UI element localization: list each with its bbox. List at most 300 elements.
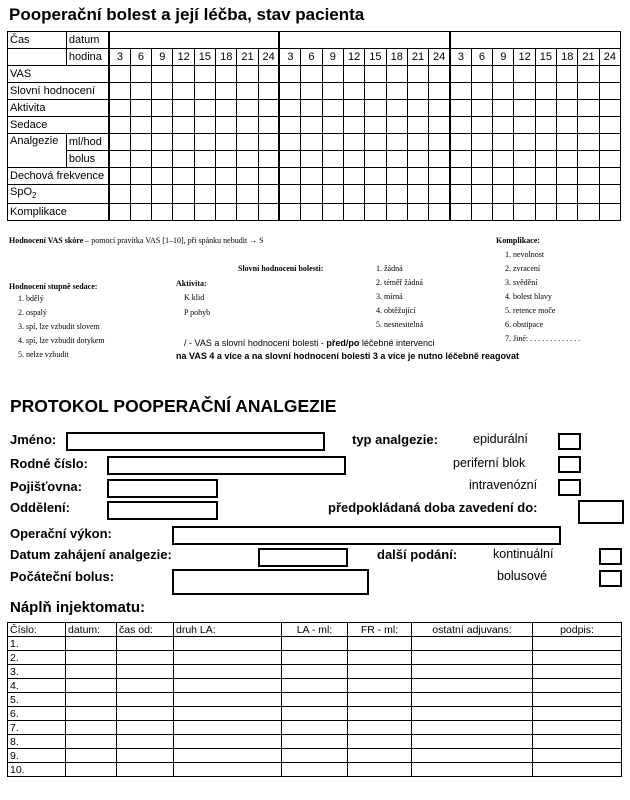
- grid-cell[interactable]: [279, 83, 300, 100]
- grid-cell[interactable]: [578, 117, 599, 134]
- grid-cell[interactable]: [578, 151, 599, 168]
- grid-cell[interactable]: [493, 66, 514, 83]
- grid-cell[interactable]: [279, 204, 300, 221]
- grid-cell[interactable]: [152, 134, 173, 151]
- grid-cell[interactable]: [365, 100, 386, 117]
- grid-cell[interactable]: [429, 83, 450, 100]
- grid-cell[interactable]: [557, 83, 578, 100]
- injector-cell[interactable]: [174, 735, 282, 749]
- injector-cell[interactable]: [66, 749, 117, 763]
- grid-cell[interactable]: [599, 168, 620, 185]
- date-cell[interactable]: [450, 32, 621, 49]
- grid-cell[interactable]: [130, 117, 151, 134]
- injector-cell[interactable]: [117, 651, 174, 665]
- grid-cell[interactable]: [535, 66, 556, 83]
- grid-cell[interactable]: [237, 117, 258, 134]
- injector-cell[interactable]: [117, 665, 174, 679]
- injector-cell[interactable]: [348, 763, 412, 777]
- grid-cell[interactable]: [109, 151, 130, 168]
- grid-cell[interactable]: [216, 185, 237, 204]
- injector-cell[interactable]: [66, 665, 117, 679]
- grid-cell[interactable]: [450, 204, 471, 221]
- department-field[interactable]: [107, 501, 218, 520]
- grid-cell[interactable]: [194, 185, 215, 204]
- grid-cell[interactable]: [429, 151, 450, 168]
- grid-cell[interactable]: [493, 134, 514, 151]
- injector-cell[interactable]: [282, 749, 348, 763]
- grid-cell[interactable]: [493, 185, 514, 204]
- grid-cell[interactable]: [194, 66, 215, 83]
- injector-cell[interactable]: [117, 707, 174, 721]
- grid-cell[interactable]: [493, 204, 514, 221]
- grid-cell[interactable]: [407, 151, 428, 168]
- grid-cell[interactable]: [279, 185, 300, 204]
- grid-cell[interactable]: [365, 134, 386, 151]
- injector-cell[interactable]: [533, 763, 622, 777]
- injector-cell[interactable]: [117, 735, 174, 749]
- grid-cell[interactable]: [173, 100, 194, 117]
- grid-cell[interactable]: [450, 151, 471, 168]
- injector-cell[interactable]: [282, 651, 348, 665]
- grid-cell[interactable]: [301, 185, 322, 204]
- grid-cell[interactable]: [429, 100, 450, 117]
- injector-cell[interactable]: [66, 637, 117, 651]
- grid-cell[interactable]: [109, 83, 130, 100]
- injector-cell[interactable]: [117, 693, 174, 707]
- injector-cell[interactable]: [66, 693, 117, 707]
- grid-cell[interactable]: [557, 168, 578, 185]
- injector-cell[interactable]: [174, 763, 282, 777]
- injector-cell[interactable]: [117, 679, 174, 693]
- grid-cell[interactable]: [493, 83, 514, 100]
- grid-cell[interactable]: [365, 204, 386, 221]
- grid-cell[interactable]: [279, 168, 300, 185]
- grid-cell[interactable]: [471, 100, 492, 117]
- grid-cell[interactable]: [407, 66, 428, 83]
- grid-cell[interactable]: [130, 83, 151, 100]
- grid-cell[interactable]: [109, 134, 130, 151]
- grid-cell[interactable]: [343, 100, 364, 117]
- injector-cell[interactable]: [533, 707, 622, 721]
- injector-cell[interactable]: [174, 721, 282, 735]
- injector-cell[interactable]: [412, 763, 533, 777]
- grid-cell[interactable]: [109, 100, 130, 117]
- injector-cell[interactable]: [117, 637, 174, 651]
- injector-cell[interactable]: [174, 679, 282, 693]
- injector-cell[interactable]: [66, 707, 117, 721]
- grid-cell[interactable]: [194, 134, 215, 151]
- injector-cell[interactable]: [533, 735, 622, 749]
- injector-cell[interactable]: [282, 735, 348, 749]
- grid-cell[interactable]: [258, 100, 279, 117]
- grid-cell[interactable]: [407, 117, 428, 134]
- intravenous-checkbox[interactable]: [558, 479, 581, 496]
- grid-cell[interactable]: [216, 100, 237, 117]
- grid-cell[interactable]: [535, 134, 556, 151]
- grid-cell[interactable]: [407, 134, 428, 151]
- grid-cell[interactable]: [493, 151, 514, 168]
- injector-cell[interactable]: [348, 651, 412, 665]
- grid-cell[interactable]: [365, 66, 386, 83]
- grid-cell[interactable]: [578, 83, 599, 100]
- grid-cell[interactable]: [386, 100, 407, 117]
- grid-cell[interactable]: [493, 168, 514, 185]
- grid-cell[interactable]: [322, 66, 343, 83]
- injector-cell[interactable]: [412, 665, 533, 679]
- grid-cell[interactable]: [194, 83, 215, 100]
- grid-cell[interactable]: [343, 151, 364, 168]
- grid-cell[interactable]: [322, 117, 343, 134]
- injector-cell[interactable]: [174, 651, 282, 665]
- initial-bolus-field[interactable]: [172, 569, 369, 595]
- grid-cell[interactable]: [557, 151, 578, 168]
- grid-cell[interactable]: [535, 83, 556, 100]
- grid-cell[interactable]: [216, 151, 237, 168]
- insurance-field[interactable]: [107, 479, 218, 498]
- grid-cell[interactable]: [152, 168, 173, 185]
- grid-cell[interactable]: [301, 204, 322, 221]
- grid-cell[interactable]: [514, 83, 535, 100]
- injector-cell[interactable]: [348, 679, 412, 693]
- grid-cell[interactable]: [216, 168, 237, 185]
- epidural-checkbox[interactable]: [558, 433, 581, 450]
- grid-cell[interactable]: [535, 204, 556, 221]
- grid-cell[interactable]: [130, 100, 151, 117]
- grid-cell[interactable]: [514, 168, 535, 185]
- grid-cell[interactable]: [237, 83, 258, 100]
- injector-cell[interactable]: [348, 637, 412, 651]
- grid-cell[interactable]: [279, 66, 300, 83]
- grid-cell[interactable]: [109, 185, 130, 204]
- grid-cell[interactable]: [471, 117, 492, 134]
- grid-cell[interactable]: [109, 204, 130, 221]
- grid-cell[interactable]: [152, 117, 173, 134]
- injector-cell[interactable]: [282, 763, 348, 777]
- grid-cell[interactable]: [514, 100, 535, 117]
- grid-cell[interactable]: [557, 134, 578, 151]
- grid-cell[interactable]: [365, 83, 386, 100]
- grid-cell[interactable]: [578, 100, 599, 117]
- grid-cell[interactable]: [535, 151, 556, 168]
- injector-cell[interactable]: [412, 735, 533, 749]
- grid-cell[interactable]: [322, 83, 343, 100]
- grid-cell[interactable]: [322, 204, 343, 221]
- grid-cell[interactable]: [173, 185, 194, 204]
- injector-cell[interactable]: [533, 721, 622, 735]
- injector-cell[interactable]: [412, 721, 533, 735]
- grid-cell[interactable]: [365, 185, 386, 204]
- grid-cell[interactable]: [578, 134, 599, 151]
- grid-cell[interactable]: [152, 100, 173, 117]
- injector-cell[interactable]: [282, 721, 348, 735]
- grid-cell[interactable]: [450, 117, 471, 134]
- grid-cell[interactable]: [599, 100, 620, 117]
- grid-cell[interactable]: [258, 204, 279, 221]
- injector-cell[interactable]: [66, 721, 117, 735]
- grid-cell[interactable]: [237, 168, 258, 185]
- grid-cell[interactable]: [450, 185, 471, 204]
- grid-cell[interactable]: [514, 204, 535, 221]
- grid-cell[interactable]: [279, 117, 300, 134]
- grid-cell[interactable]: [365, 117, 386, 134]
- grid-cell[interactable]: [514, 134, 535, 151]
- grid-cell[interactable]: [493, 117, 514, 134]
- injector-cell[interactable]: [412, 693, 533, 707]
- name-field[interactable]: [66, 432, 325, 451]
- grid-cell[interactable]: [386, 204, 407, 221]
- grid-cell[interactable]: [322, 151, 343, 168]
- grid-cell[interactable]: [407, 185, 428, 204]
- grid-cell[interactable]: [237, 100, 258, 117]
- injector-cell[interactable]: [412, 749, 533, 763]
- grid-cell[interactable]: [194, 100, 215, 117]
- date-cell[interactable]: [109, 32, 280, 49]
- grid-cell[interactable]: [322, 185, 343, 204]
- grid-cell[interactable]: [535, 117, 556, 134]
- grid-cell[interactable]: [429, 185, 450, 204]
- grid-cell[interactable]: [514, 117, 535, 134]
- grid-cell[interactable]: [173, 117, 194, 134]
- grid-cell[interactable]: [386, 134, 407, 151]
- grid-cell[interactable]: [258, 117, 279, 134]
- grid-cell[interactable]: [237, 185, 258, 204]
- injector-cell[interactable]: [174, 749, 282, 763]
- grid-cell[interactable]: [216, 66, 237, 83]
- injector-cell[interactable]: [348, 665, 412, 679]
- grid-cell[interactable]: [301, 117, 322, 134]
- grid-cell[interactable]: [322, 134, 343, 151]
- grid-cell[interactable]: [429, 66, 450, 83]
- date-cell[interactable]: [279, 32, 450, 49]
- injector-cell[interactable]: [117, 721, 174, 735]
- grid-cell[interactable]: [365, 151, 386, 168]
- grid-cell[interactable]: [130, 66, 151, 83]
- injector-cell[interactable]: [533, 749, 622, 763]
- birth-number-field[interactable]: [107, 456, 346, 475]
- grid-cell[interactable]: [471, 185, 492, 204]
- continuous-checkbox[interactable]: [599, 548, 622, 565]
- injector-cell[interactable]: [66, 651, 117, 665]
- analgesia-start-field[interactable]: [258, 548, 348, 567]
- injector-cell[interactable]: [282, 637, 348, 651]
- grid-cell[interactable]: [152, 204, 173, 221]
- grid-cell[interactable]: [237, 66, 258, 83]
- grid-cell[interactable]: [173, 134, 194, 151]
- grid-cell[interactable]: [237, 151, 258, 168]
- grid-cell[interactable]: [578, 185, 599, 204]
- injector-cell[interactable]: [348, 693, 412, 707]
- grid-cell[interactable]: [471, 134, 492, 151]
- injector-cell[interactable]: [282, 693, 348, 707]
- injector-cell[interactable]: [533, 693, 622, 707]
- grid-cell[interactable]: [322, 168, 343, 185]
- grid-cell[interactable]: [429, 117, 450, 134]
- grid-cell[interactable]: [535, 185, 556, 204]
- injector-cell[interactable]: [412, 637, 533, 651]
- grid-cell[interactable]: [279, 100, 300, 117]
- grid-cell[interactable]: [173, 151, 194, 168]
- grid-cell[interactable]: [343, 66, 364, 83]
- grid-cell[interactable]: [557, 117, 578, 134]
- grid-cell[interactable]: [471, 204, 492, 221]
- grid-cell[interactable]: [130, 185, 151, 204]
- injector-cell[interactable]: [174, 707, 282, 721]
- grid-cell[interactable]: [386, 185, 407, 204]
- bolus-option-checkbox[interactable]: [599, 570, 622, 587]
- grid-cell[interactable]: [599, 134, 620, 151]
- grid-cell[interactable]: [301, 66, 322, 83]
- grid-cell[interactable]: [407, 83, 428, 100]
- grid-cell[interactable]: [301, 151, 322, 168]
- grid-cell[interactable]: [471, 83, 492, 100]
- grid-cell[interactable]: [450, 83, 471, 100]
- injector-cell[interactable]: [117, 763, 174, 777]
- grid-cell[interactable]: [514, 185, 535, 204]
- grid-cell[interactable]: [535, 100, 556, 117]
- grid-cell[interactable]: [557, 100, 578, 117]
- grid-cell[interactable]: [194, 151, 215, 168]
- grid-cell[interactable]: [152, 83, 173, 100]
- grid-cell[interactable]: [301, 100, 322, 117]
- grid-cell[interactable]: [301, 168, 322, 185]
- grid-cell[interactable]: [450, 134, 471, 151]
- grid-cell[interactable]: [429, 134, 450, 151]
- grid-cell[interactable]: [109, 168, 130, 185]
- grid-cell[interactable]: [216, 204, 237, 221]
- grid-cell[interactable]: [471, 151, 492, 168]
- injector-cell[interactable]: [174, 637, 282, 651]
- grid-cell[interactable]: [343, 204, 364, 221]
- grid-cell[interactable]: [386, 83, 407, 100]
- grid-cell[interactable]: [514, 151, 535, 168]
- injector-cell[interactable]: [66, 679, 117, 693]
- expected-duration-field[interactable]: [578, 500, 624, 524]
- grid-cell[interactable]: [109, 117, 130, 134]
- grid-cell[interactable]: [301, 134, 322, 151]
- grid-cell[interactable]: [386, 66, 407, 83]
- grid-cell[interactable]: [599, 83, 620, 100]
- injector-cell[interactable]: [282, 679, 348, 693]
- grid-cell[interactable]: [450, 66, 471, 83]
- injector-cell[interactable]: [412, 707, 533, 721]
- injector-cell[interactable]: [412, 651, 533, 665]
- grid-cell[interactable]: [407, 168, 428, 185]
- grid-cell[interactable]: [407, 204, 428, 221]
- grid-cell[interactable]: [450, 168, 471, 185]
- grid-cell[interactable]: [429, 204, 450, 221]
- grid-cell[interactable]: [599, 185, 620, 204]
- grid-cell[interactable]: [194, 117, 215, 134]
- grid-cell[interactable]: [386, 151, 407, 168]
- grid-cell[interactable]: [216, 117, 237, 134]
- grid-cell[interactable]: [599, 117, 620, 134]
- injector-cell[interactable]: [412, 679, 533, 693]
- grid-cell[interactable]: [599, 204, 620, 221]
- injector-cell[interactable]: [282, 707, 348, 721]
- grid-cell[interactable]: [514, 66, 535, 83]
- grid-cell[interactable]: [152, 185, 173, 204]
- grid-cell[interactable]: [471, 66, 492, 83]
- injector-cell[interactable]: [282, 665, 348, 679]
- grid-cell[interactable]: [173, 66, 194, 83]
- grid-cell[interactable]: [450, 100, 471, 117]
- grid-cell[interactable]: [194, 204, 215, 221]
- injector-cell[interactable]: [117, 749, 174, 763]
- grid-cell[interactable]: [258, 83, 279, 100]
- grid-cell[interactable]: [130, 151, 151, 168]
- grid-cell[interactable]: [194, 168, 215, 185]
- grid-cell[interactable]: [493, 100, 514, 117]
- grid-cell[interactable]: [407, 100, 428, 117]
- grid-cell[interactable]: [279, 134, 300, 151]
- grid-cell[interactable]: [386, 168, 407, 185]
- grid-cell[interactable]: [173, 83, 194, 100]
- grid-cell[interactable]: [109, 66, 130, 83]
- grid-cell[interactable]: [578, 204, 599, 221]
- grid-cell[interactable]: [258, 66, 279, 83]
- grid-cell[interactable]: [258, 168, 279, 185]
- grid-cell[interactable]: [557, 185, 578, 204]
- grid-cell[interactable]: [343, 168, 364, 185]
- injector-cell[interactable]: [174, 693, 282, 707]
- grid-cell[interactable]: [599, 151, 620, 168]
- grid-cell[interactable]: [322, 100, 343, 117]
- grid-cell[interactable]: [535, 168, 556, 185]
- injector-cell[interactable]: [348, 721, 412, 735]
- grid-cell[interactable]: [216, 83, 237, 100]
- grid-cell[interactable]: [216, 134, 237, 151]
- injector-cell[interactable]: [66, 735, 117, 749]
- grid-cell[interactable]: [173, 204, 194, 221]
- grid-cell[interactable]: [386, 117, 407, 134]
- injector-cell[interactable]: [533, 679, 622, 693]
- injector-cell[interactable]: [533, 651, 622, 665]
- injector-cell[interactable]: [348, 707, 412, 721]
- grid-cell[interactable]: [237, 204, 258, 221]
- grid-cell[interactable]: [130, 134, 151, 151]
- grid-cell[interactable]: [258, 134, 279, 151]
- grid-cell[interactable]: [557, 66, 578, 83]
- grid-cell[interactable]: [130, 168, 151, 185]
- injector-cell[interactable]: [66, 763, 117, 777]
- grid-cell[interactable]: [173, 168, 194, 185]
- peripheral-checkbox[interactable]: [558, 456, 581, 473]
- grid-cell[interactable]: [578, 168, 599, 185]
- injector-cell[interactable]: [533, 665, 622, 679]
- injector-cell[interactable]: [348, 749, 412, 763]
- grid-cell[interactable]: [258, 151, 279, 168]
- surgery-field[interactable]: [172, 526, 561, 545]
- grid-cell[interactable]: [343, 83, 364, 100]
- grid-cell[interactable]: [429, 168, 450, 185]
- grid-cell[interactable]: [279, 151, 300, 168]
- grid-cell[interactable]: [152, 66, 173, 83]
- grid-cell[interactable]: [471, 168, 492, 185]
- grid-cell[interactable]: [365, 168, 386, 185]
- grid-cell[interactable]: [557, 204, 578, 221]
- injector-cell[interactable]: [174, 665, 282, 679]
- grid-cell[interactable]: [130, 204, 151, 221]
- grid-cell[interactable]: [301, 83, 322, 100]
- grid-cell[interactable]: [258, 185, 279, 204]
- injector-cell[interactable]: [348, 735, 412, 749]
- grid-cell[interactable]: [578, 66, 599, 83]
- injector-cell[interactable]: [533, 637, 622, 651]
- grid-cell[interactable]: [237, 134, 258, 151]
- grid-cell[interactable]: [343, 134, 364, 151]
- grid-cell[interactable]: [599, 66, 620, 83]
- grid-cell[interactable]: [343, 117, 364, 134]
